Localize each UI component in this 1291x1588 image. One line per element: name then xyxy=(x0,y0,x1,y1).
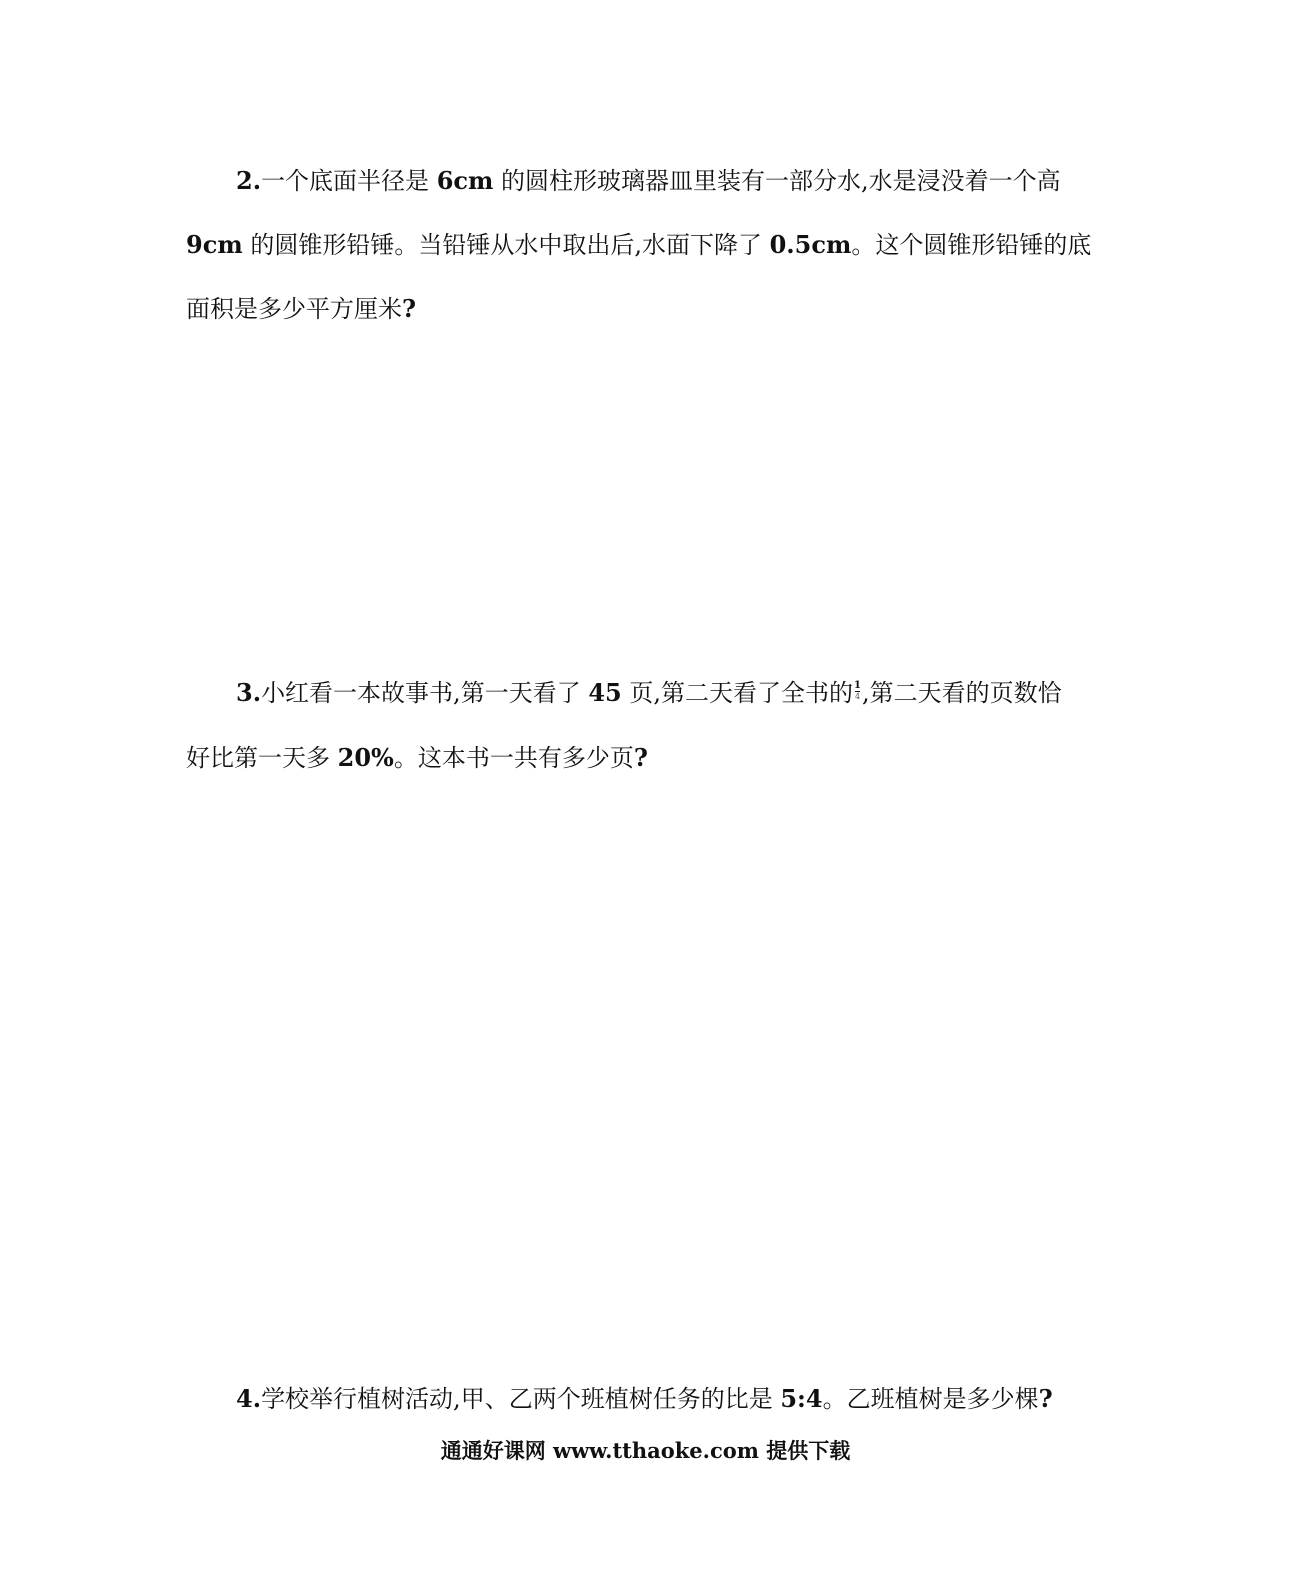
fraction-one-quarter: $\frac{1}{4}$ xyxy=(854,680,861,701)
question-2-number: 2. xyxy=(236,166,262,195)
question-4-number: 4. xyxy=(236,1384,262,1413)
question-4-line-1: 4.学校举行植树活动,甲、乙两个班植树任务的比是 5:4。乙班植树是多少棵? xyxy=(236,1384,1053,1413)
question-2-line-1: 2.一个底面半径是 6cm 的圆柱形玻璃器皿里装有一部分水,水是浸没着一个高 xyxy=(236,166,1061,195)
question-2-line-2: 9cm 的圆锥形铅锤。当铅锤从水中取出后,水面下降了 0.5cm。这个圆锥形铅锤的底 xyxy=(186,230,1092,259)
page-footer: 通通好课网 www.tthaoke.com 提供下载 xyxy=(440,1438,851,1463)
question-3-line-2: 好比第一天多 20%。这本书一共有多少页? xyxy=(186,743,648,772)
question-2-line-3: 面积是多少平方厘米? xyxy=(186,294,417,323)
question-3-number: 3. xyxy=(236,678,262,707)
question-3-line-1: 3.小红看一本故事书,第一天看了 45 页,第二天看了全书的 $\frac{1}{4}$ ,第二天看的页数恰 xyxy=(236,678,1062,707)
